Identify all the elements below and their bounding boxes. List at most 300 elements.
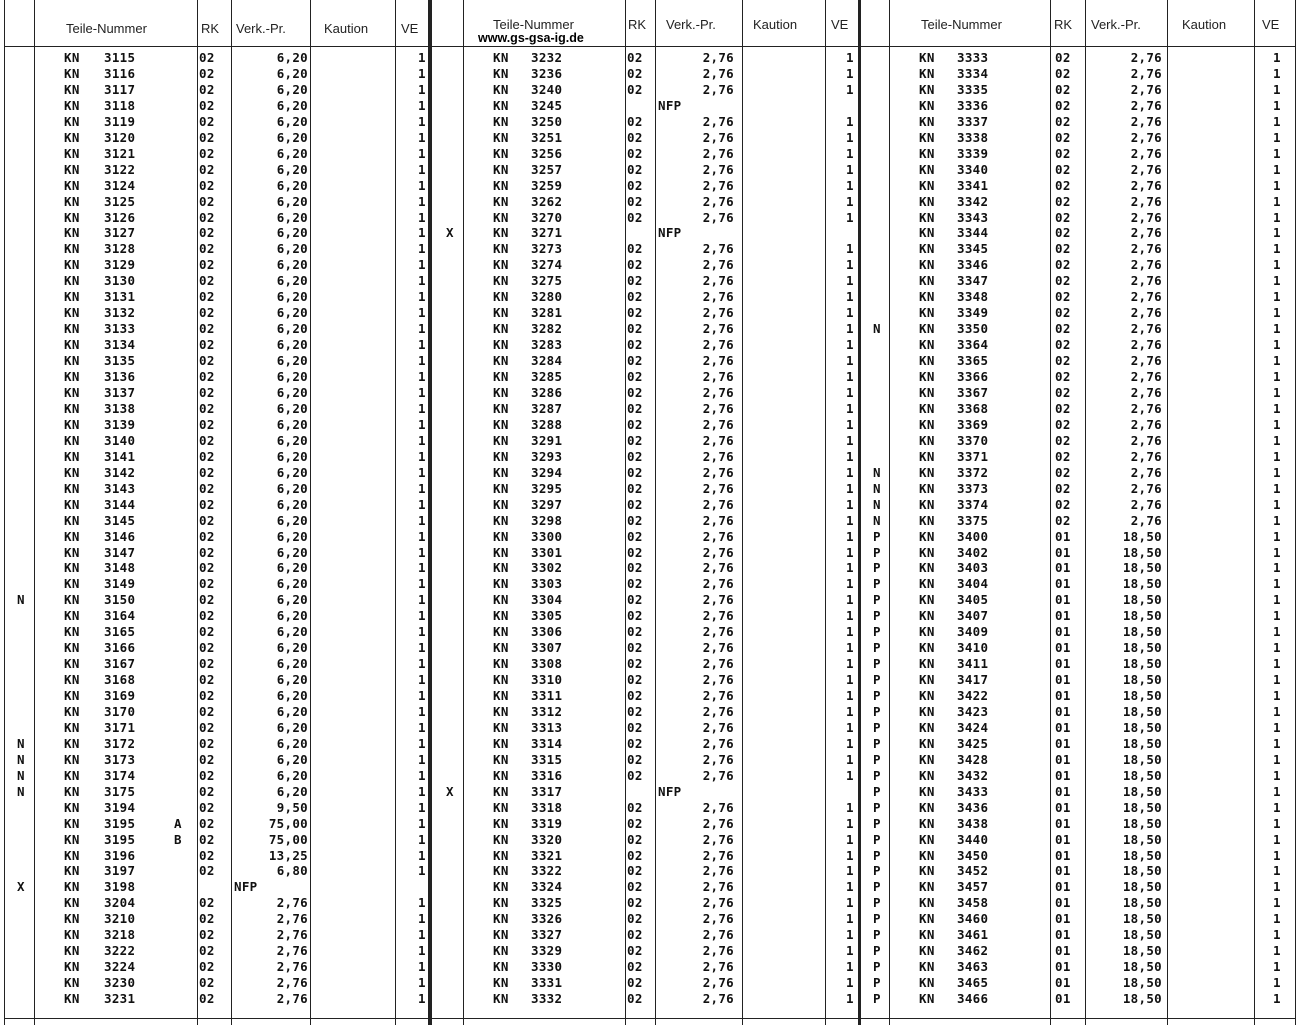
part-number: 3222	[104, 943, 136, 959]
part-number: 3286	[531, 384, 563, 400]
ve-count: 1	[418, 688, 426, 703]
part-prefix: KN	[919, 81, 935, 97]
part-prefix: KN	[493, 783, 509, 799]
part-prefix: KN	[64, 799, 80, 815]
ve-count: 1	[846, 624, 854, 640]
sale-price: 6,20	[276, 129, 308, 145]
sale-price: 6,20	[276, 400, 308, 416]
part-number: 3288	[531, 416, 563, 432]
sale-price: 6,20	[276, 432, 308, 448]
part-number: 3137	[104, 384, 136, 400]
ve-count: 1	[1273, 241, 1281, 257]
rk-code: 02	[1055, 337, 1071, 353]
sale-price: 2,76	[702, 672, 734, 687]
rk-code: 02	[1055, 225, 1071, 241]
ve-count: 1	[418, 512, 426, 528]
part-number: 3164	[104, 608, 136, 624]
header-price: Verk.-Pr.	[1091, 17, 1141, 32]
rk-code: 02	[1055, 416, 1071, 432]
part-prefix: KN	[919, 161, 935, 177]
sale-price: 6,20	[276, 257, 308, 273]
sale-price: 6,20	[276, 161, 308, 177]
ve-count: 1	[1273, 688, 1281, 703]
sale-price: 18,50	[1122, 911, 1162, 927]
ve-count: 1	[418, 177, 426, 193]
sale-price: 2,76	[702, 448, 734, 464]
part-number: 3348	[957, 289, 989, 305]
ve-count: 1	[418, 959, 426, 975]
part-number: 3409	[957, 624, 989, 640]
sale-price: 2,76	[1130, 305, 1162, 321]
part-prefix: KN	[64, 273, 80, 289]
ve-count: 1	[846, 416, 854, 432]
sale-price: 2,76	[1130, 384, 1162, 400]
part-number: 3316	[531, 767, 563, 783]
sale-price: 2,76	[702, 799, 734, 815]
sale-price: 18,50	[1122, 560, 1162, 576]
part-prefix: KN	[493, 113, 509, 129]
ve-count: 1	[846, 847, 854, 863]
ve-count: 1	[846, 688, 854, 703]
part-prefix: KN	[64, 975, 80, 991]
ve-count: 1	[1273, 480, 1281, 496]
rk-code: 02	[627, 815, 643, 831]
part-number: 3131	[104, 289, 136, 305]
rk-code: 01	[1055, 783, 1071, 799]
rk-code: 01	[1055, 895, 1071, 911]
header-rk: RK	[1054, 17, 1073, 32]
ve-count: 1	[418, 927, 426, 943]
ve-count: 1	[846, 480, 854, 496]
sale-price: 2,76	[702, 624, 734, 640]
part-prefix: KN	[64, 464, 80, 480]
part-prefix: KN	[919, 592, 935, 608]
ve-count: 1	[846, 161, 854, 177]
sale-price: 2,76	[276, 927, 308, 943]
part-prefix: KN	[919, 257, 935, 273]
ve-count: 1	[1273, 145, 1281, 161]
status-flag: X	[446, 783, 454, 799]
watermark-url: www.gs-gsa-ig.de	[478, 31, 584, 45]
part-prefix: KN	[64, 576, 80, 592]
column-rule	[463, 0, 464, 1025]
rk-code: 02	[627, 129, 643, 145]
rk-code: 02	[199, 81, 215, 97]
part-prefix: KN	[919, 50, 935, 65]
part-number: 3173	[104, 751, 136, 767]
status-flag: P	[873, 735, 881, 751]
part-prefix: KN	[64, 353, 80, 369]
part-number: 3282	[531, 321, 563, 337]
part-number: 3373	[957, 480, 989, 496]
part-prefix: KN	[493, 719, 509, 735]
ve-count: 1	[1273, 703, 1281, 719]
rk-code: 02	[627, 640, 643, 656]
rk-code: 02	[627, 895, 643, 911]
part-number: 3400	[957, 528, 989, 544]
part-number: 3350	[957, 321, 989, 337]
part-prefix: KN	[493, 400, 509, 416]
part-number: 3144	[104, 496, 136, 512]
part-prefix: KN	[919, 847, 935, 863]
ve-count: 1	[1273, 273, 1281, 289]
part-number: 3424	[957, 719, 989, 735]
rk-code: 02	[627, 241, 643, 257]
sale-price: 6,20	[276, 81, 308, 97]
part-number: 3284	[531, 353, 563, 369]
part-number: 3349	[957, 305, 989, 321]
rk-code: 02	[627, 384, 643, 400]
part-prefix: KN	[493, 544, 509, 560]
rk-code: 02	[1055, 209, 1071, 225]
ve-count: 1	[846, 703, 854, 719]
part-prefix: KN	[493, 193, 509, 209]
sale-price: 2,76	[702, 544, 734, 560]
sale-price: 6,20	[276, 783, 308, 799]
sale-price: 18,50	[1122, 895, 1162, 911]
ve-count: 1	[846, 321, 854, 337]
sale-price: 2,76	[1130, 113, 1162, 129]
part-prefix: KN	[493, 688, 509, 703]
sale-price: 6,20	[276, 369, 308, 384]
sale-price: 2,76	[702, 608, 734, 624]
sale-price: 2,76	[1130, 448, 1162, 464]
part-prefix: KN	[919, 608, 935, 624]
sale-price: 2,76	[702, 161, 734, 177]
rk-code: 02	[199, 464, 215, 480]
part-prefix: KN	[493, 50, 509, 65]
part-prefix: KN	[493, 129, 509, 145]
rk-code: 01	[1055, 975, 1071, 991]
rk-code: 02	[199, 97, 215, 113]
ve-count: 1	[418, 911, 426, 927]
sale-price: 2,76	[276, 959, 308, 975]
ve-count: 1	[1273, 624, 1281, 640]
ve-count: 1	[418, 560, 426, 576]
part-prefix: KN	[919, 624, 935, 640]
part-number: 3210	[104, 911, 136, 927]
column-rule	[1085, 0, 1086, 1025]
part-prefix: KN	[493, 257, 509, 273]
ve-count: 1	[418, 863, 426, 879]
part-prefix: KN	[64, 991, 80, 1006]
ve-count: 1	[846, 927, 854, 943]
part-prefix: KN	[919, 703, 935, 719]
rk-code: 02	[199, 241, 215, 257]
rk-code: 02	[199, 672, 215, 687]
part-prefix: KN	[493, 815, 509, 831]
status-flag: N	[17, 735, 25, 751]
ve-count: 1	[418, 672, 426, 687]
part-number: 3146	[104, 528, 136, 544]
ve-count: 1	[1273, 751, 1281, 767]
ve-count: 1	[418, 608, 426, 624]
sale-price: 18,50	[1122, 751, 1162, 767]
part-prefix: KN	[919, 735, 935, 751]
ve-count: 1	[846, 544, 854, 560]
status-flag: P	[873, 624, 881, 640]
sale-price: 2,76	[1130, 257, 1162, 273]
rk-code: 02	[199, 225, 215, 241]
rk-code: 02	[627, 321, 643, 337]
part-prefix: KN	[64, 241, 80, 257]
rk-code: 02	[627, 353, 643, 369]
part-prefix: KN	[64, 895, 80, 911]
ve-count: 1	[418, 129, 426, 145]
part-prefix: KN	[64, 257, 80, 273]
part-number: 3115	[104, 50, 136, 65]
part-number: 3116	[104, 66, 136, 81]
rk-code: 01	[1055, 991, 1071, 1006]
rk-code: 02	[1055, 305, 1071, 321]
part-number: 3405	[957, 592, 989, 608]
ve-count: 1	[1273, 305, 1281, 321]
ve-count: 1	[1273, 719, 1281, 735]
ve-count: 1	[1273, 560, 1281, 576]
part-number: 3432	[957, 767, 989, 783]
rk-code: 02	[627, 879, 643, 895]
part-number: 3148	[104, 560, 136, 576]
part-prefix: KN	[919, 640, 935, 656]
sale-price: 6,20	[276, 289, 308, 305]
rk-code: 02	[199, 751, 215, 767]
part-number: 3330	[531, 959, 563, 975]
ve-count: 1	[1273, 416, 1281, 432]
ve-count: 1	[846, 895, 854, 911]
part-prefix: KN	[919, 416, 935, 432]
rk-code: 02	[199, 257, 215, 273]
rk-code: 02	[627, 688, 643, 703]
ve-count: 1	[418, 289, 426, 305]
part-number: 3368	[957, 400, 989, 416]
ve-count: 1	[1273, 113, 1281, 129]
ve-count: 1	[1273, 592, 1281, 608]
ve-count: 1	[846, 177, 854, 193]
ve-count: 1	[846, 81, 854, 97]
header-ve: VE	[401, 21, 419, 36]
ve-count: 1	[418, 193, 426, 209]
sale-price: 2,76	[1130, 480, 1162, 496]
ve-count: 1	[418, 735, 426, 751]
rk-code: 01	[1055, 927, 1071, 943]
part-prefix: KN	[64, 225, 80, 241]
sale-price: 18,50	[1122, 576, 1162, 592]
sale-price: 6,20	[276, 145, 308, 161]
ve-count: 1	[418, 464, 426, 480]
part-number: 3280	[531, 289, 563, 305]
ve-count: 1	[418, 847, 426, 863]
sale-price: 13,25	[268, 847, 308, 863]
column-rule	[395, 0, 396, 1025]
part-number: 3117	[104, 81, 136, 97]
part-number: 3329	[531, 943, 563, 959]
sale-price: 2,76	[1130, 273, 1162, 289]
sale-price: 2,76	[702, 50, 734, 65]
status-flag: N	[873, 496, 881, 512]
rk-code: 02	[627, 177, 643, 193]
sale-price: 6,20	[276, 113, 308, 129]
part-prefix: KN	[493, 975, 509, 991]
part-prefix: KN	[493, 943, 509, 959]
part-prefix: KN	[493, 576, 509, 592]
part-prefix: KN	[64, 480, 80, 496]
part-prefix: KN	[493, 321, 509, 337]
rk-code: 02	[627, 50, 643, 65]
sale-price: 2,76	[702, 640, 734, 656]
ve-count: 1	[1273, 97, 1281, 113]
part-number: 3198	[104, 879, 136, 895]
header-ve: VE	[1262, 17, 1280, 32]
part-number: 3305	[531, 608, 563, 624]
part-number: 3331	[531, 975, 563, 991]
ve-count: 1	[418, 576, 426, 592]
sale-price: 2,76	[1130, 81, 1162, 97]
part-prefix: KN	[919, 751, 935, 767]
sale-price: 18,50	[1122, 863, 1162, 879]
header-part-number: Teile-Nummer	[921, 17, 1002, 32]
sale-price: 2,76	[276, 911, 308, 927]
sale-price: 18,50	[1122, 624, 1162, 640]
part-number: 3300	[531, 528, 563, 544]
nfp-note: NFP	[234, 879, 258, 895]
rk-code: 02	[199, 384, 215, 400]
rk-code: 02	[199, 656, 215, 672]
sale-price: 2,76	[702, 416, 734, 432]
sale-price: 6,80	[276, 863, 308, 879]
part-number: 3311	[531, 688, 563, 703]
part-number: 3130	[104, 273, 136, 289]
part-number: 3410	[957, 640, 989, 656]
rk-code: 02	[1055, 177, 1071, 193]
sale-price: 2,76	[702, 847, 734, 863]
ve-count: 1	[846, 353, 854, 369]
part-prefix: KN	[64, 688, 80, 703]
rk-code: 02	[1055, 113, 1071, 129]
status-flag: P	[873, 719, 881, 735]
sale-price: 2,76	[1130, 145, 1162, 161]
rk-code: 01	[1055, 847, 1071, 863]
ve-count: 1	[846, 113, 854, 129]
ve-count: 1	[1273, 863, 1281, 879]
status-flag: P	[873, 528, 881, 544]
part-number: 3285	[531, 369, 563, 384]
ve-count: 1	[418, 241, 426, 257]
part-number: 3172	[104, 735, 136, 751]
rk-code: 02	[1055, 145, 1071, 161]
part-prefix: KN	[493, 624, 509, 640]
ve-count: 1	[418, 975, 426, 991]
sale-price: 18,50	[1122, 975, 1162, 991]
ve-count: 1	[846, 831, 854, 847]
ve-count: 1	[846, 560, 854, 576]
ve-count: 1	[846, 592, 854, 608]
column-rule	[825, 0, 826, 1025]
rk-code: 02	[627, 432, 643, 448]
sale-price: 18,50	[1122, 879, 1162, 895]
rk-code: 01	[1055, 528, 1071, 544]
sale-price: 6,20	[276, 544, 308, 560]
part-number: 3403	[957, 560, 989, 576]
part-number: 3133	[104, 321, 136, 337]
sale-price: 2,76	[702, 289, 734, 305]
part-prefix: KN	[919, 528, 935, 544]
sale-price: 6,20	[276, 592, 308, 608]
ve-count: 1	[418, 656, 426, 672]
column-rule	[889, 0, 890, 1025]
status-flag: X	[446, 225, 454, 241]
part-prefix: KN	[64, 432, 80, 448]
sale-price: 2,76	[702, 496, 734, 512]
part-prefix: KN	[493, 273, 509, 289]
part-prefix: KN	[493, 863, 509, 879]
part-prefix: KN	[919, 911, 935, 927]
rk-code: 02	[627, 512, 643, 528]
rk-code: 02	[627, 496, 643, 512]
rk-code: 01	[1055, 544, 1071, 560]
sale-price: 2,76	[1130, 432, 1162, 448]
part-number: 3250	[531, 113, 563, 129]
column-rule	[1254, 0, 1255, 1025]
sale-price: 2,76	[1130, 50, 1162, 65]
rk-code: 02	[627, 209, 643, 225]
part-prefix: KN	[64, 544, 80, 560]
ve-count: 1	[846, 241, 854, 257]
ve-count: 1	[1273, 225, 1281, 241]
part-prefix: KN	[919, 895, 935, 911]
rk-code: 02	[199, 448, 215, 464]
ve-count: 1	[1273, 321, 1281, 337]
part-number: 3120	[104, 129, 136, 145]
sale-price: 2,76	[1130, 289, 1162, 305]
rk-code: 02	[199, 480, 215, 496]
rk-code: 02	[627, 911, 643, 927]
ve-count: 1	[418, 831, 426, 847]
ve-count: 1	[846, 815, 854, 831]
ve-count: 1	[1273, 608, 1281, 624]
part-number: 3231	[104, 991, 136, 1006]
rk-code: 02	[1055, 384, 1071, 400]
rk-code: 02	[199, 815, 215, 831]
part-prefix: KN	[493, 911, 509, 927]
sale-price: 2,76	[1130, 400, 1162, 416]
part-suffix: B	[174, 831, 182, 847]
part-number: 3134	[104, 337, 136, 353]
part-number: 3303	[531, 576, 563, 592]
sale-price: 2,76	[276, 975, 308, 991]
rk-code: 02	[627, 289, 643, 305]
ve-count: 1	[846, 751, 854, 767]
status-flag: P	[873, 959, 881, 975]
part-prefix: KN	[493, 480, 509, 496]
part-number: 3195	[104, 815, 136, 831]
sale-price: 2,76	[702, 81, 734, 97]
sale-price: 2,76	[702, 241, 734, 257]
part-prefix: KN	[64, 847, 80, 863]
sale-price: 2,76	[702, 719, 734, 735]
part-number: 3128	[104, 241, 136, 257]
status-flag: P	[873, 943, 881, 959]
sale-price: 2,76	[702, 464, 734, 480]
sale-price: 18,50	[1122, 991, 1162, 1006]
status-flag: P	[873, 831, 881, 847]
part-prefix: KN	[493, 927, 509, 943]
part-number: 3339	[957, 145, 989, 161]
ve-count: 1	[846, 767, 854, 783]
rk-code: 02	[199, 66, 215, 81]
rk-code: 02	[627, 257, 643, 273]
sale-price: 2,76	[702, 432, 734, 448]
rk-code: 02	[627, 193, 643, 209]
